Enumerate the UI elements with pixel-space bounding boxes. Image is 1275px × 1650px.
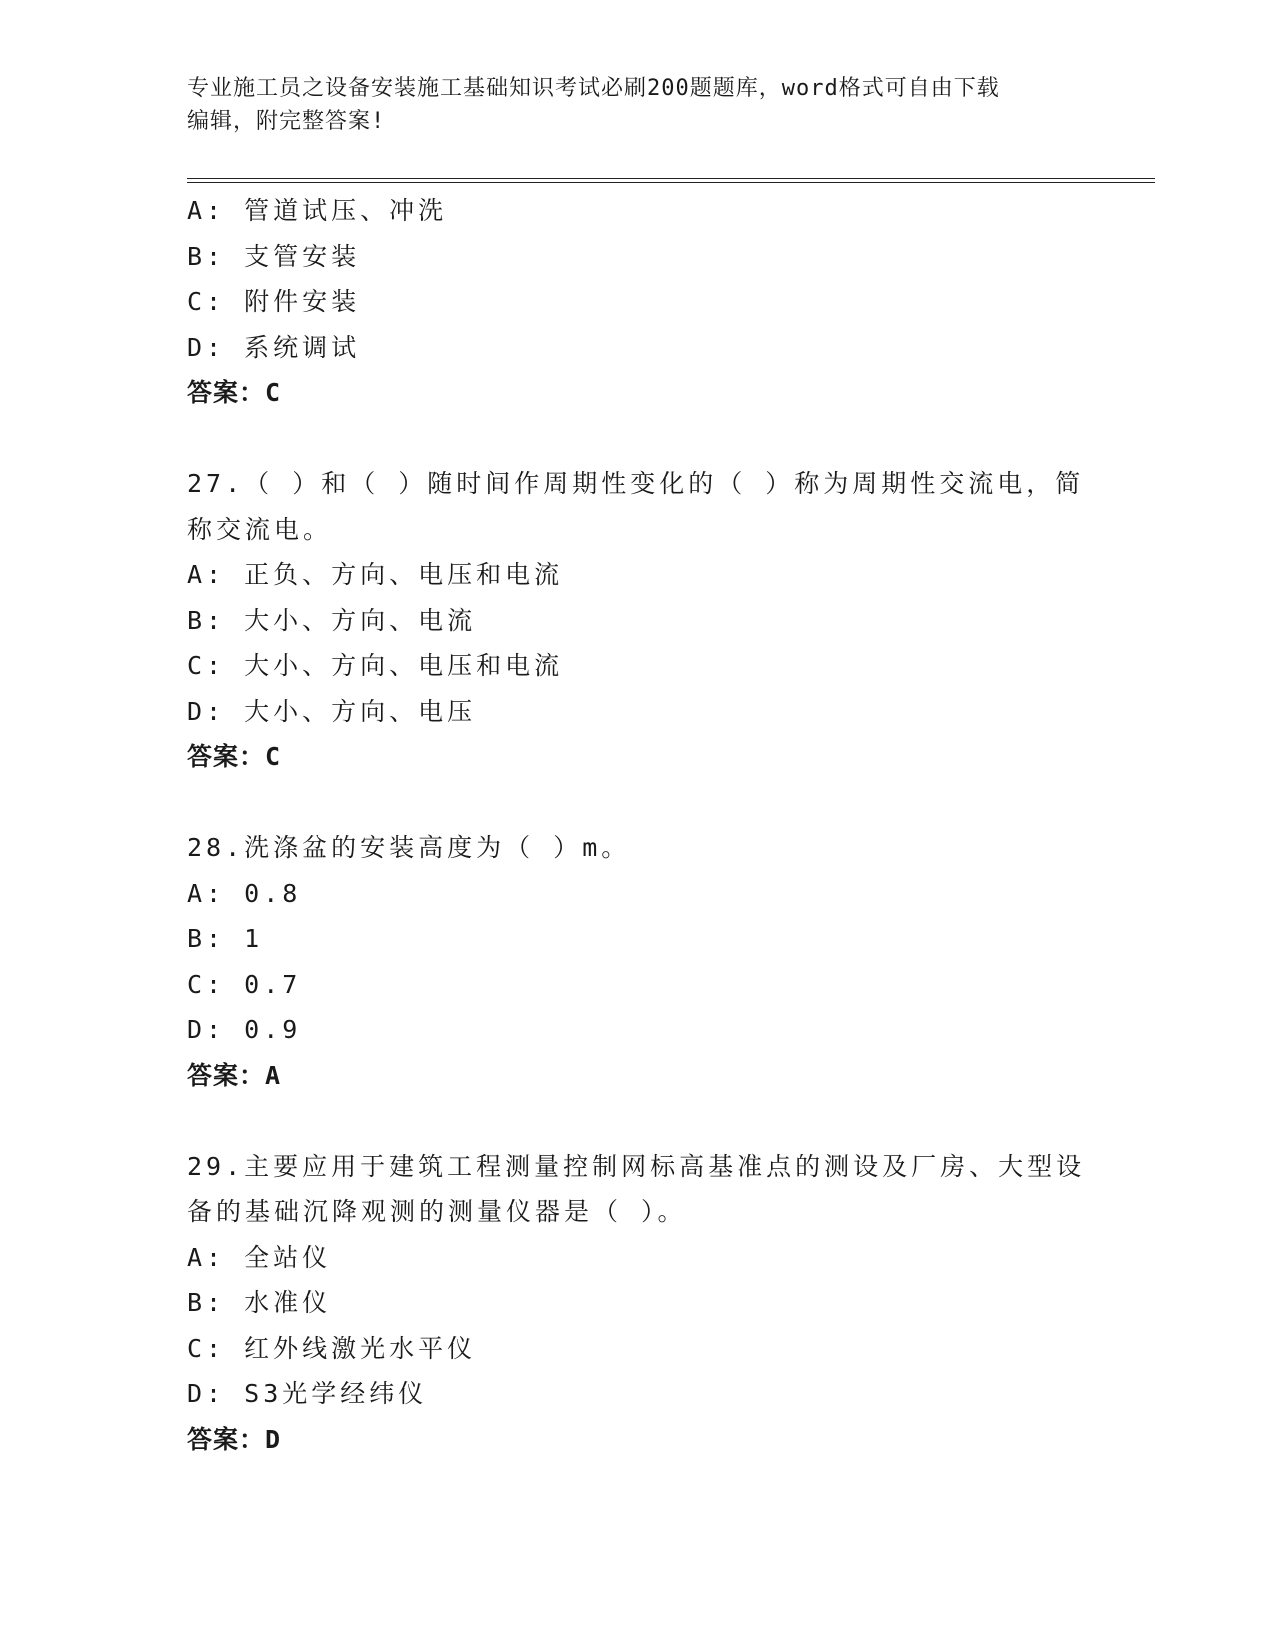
option-a: A: 管道试压、冲洗 bbox=[187, 196, 448, 225]
question-26 bbox=[187, 188, 1087, 416]
header-title-line-1: 专业施工员之设备安装施工基础知识考试必刷200题题库，word格式可自由下载 bbox=[187, 76, 1000, 101]
question-stem: 27.（ ）和（ ）随时间作周期性变化的（ ）称为周期性交流电，简 bbox=[187, 469, 1085, 498]
answer: 答案：D bbox=[187, 1424, 282, 1454]
question-stem: 28.洗涤盆的安装高度为（ ）m。 bbox=[187, 833, 631, 862]
spacer bbox=[187, 780, 1087, 826]
option-b: B: 支管安装 bbox=[187, 241, 361, 271]
option-b: B: 大小、方向、电流 bbox=[187, 605, 477, 635]
option-c: C: 红外线激光水平仪 bbox=[187, 1333, 477, 1363]
spacer bbox=[187, 416, 1087, 462]
option-b: B: 1 bbox=[187, 924, 264, 953]
option-a: A: 正负、方向、电压和电流 bbox=[187, 560, 564, 589]
option-d: D: 大小、方向、电压 bbox=[187, 696, 477, 726]
answer: 答案：C bbox=[187, 378, 282, 407]
question-stem-continued: 备的基础沉降观测的测量仪器是（ ）。 bbox=[187, 1197, 687, 1226]
answer: 答案：C bbox=[187, 742, 282, 771]
question-29 bbox=[187, 1144, 1087, 1463]
question-stem-continued: 称交流电。 bbox=[187, 514, 333, 544]
question-28 bbox=[187, 825, 1087, 1098]
option-c: C: 大小、方向、电压和电流 bbox=[187, 651, 564, 680]
spacer bbox=[187, 1098, 1087, 1144]
option-a: A: 0.8 bbox=[187, 878, 302, 908]
option-a: A: 全站仪 bbox=[187, 1242, 332, 1272]
option-c: C: 0.7 bbox=[187, 969, 302, 999]
question-stem: 29.主要应用于建筑工程测量控制网标高基准点的测设及厂房、大型设 bbox=[187, 1151, 1086, 1181]
document-header bbox=[187, 72, 1067, 138]
header-divider bbox=[187, 178, 1155, 183]
question-list bbox=[187, 188, 1087, 1462]
option-d: D: 0.9 bbox=[187, 1015, 302, 1044]
header-title-line-2: 编辑，附完整答案! bbox=[187, 109, 386, 134]
option-b: B: 水准仪 bbox=[187, 1288, 332, 1317]
answer: 答案：A bbox=[187, 1060, 282, 1090]
option-d: D: S3光学经纬仪 bbox=[187, 1379, 428, 1408]
option-c: C: 附件安装 bbox=[187, 287, 361, 316]
question-27 bbox=[187, 461, 1087, 780]
option-d: D: 系统调试 bbox=[187, 332, 361, 362]
